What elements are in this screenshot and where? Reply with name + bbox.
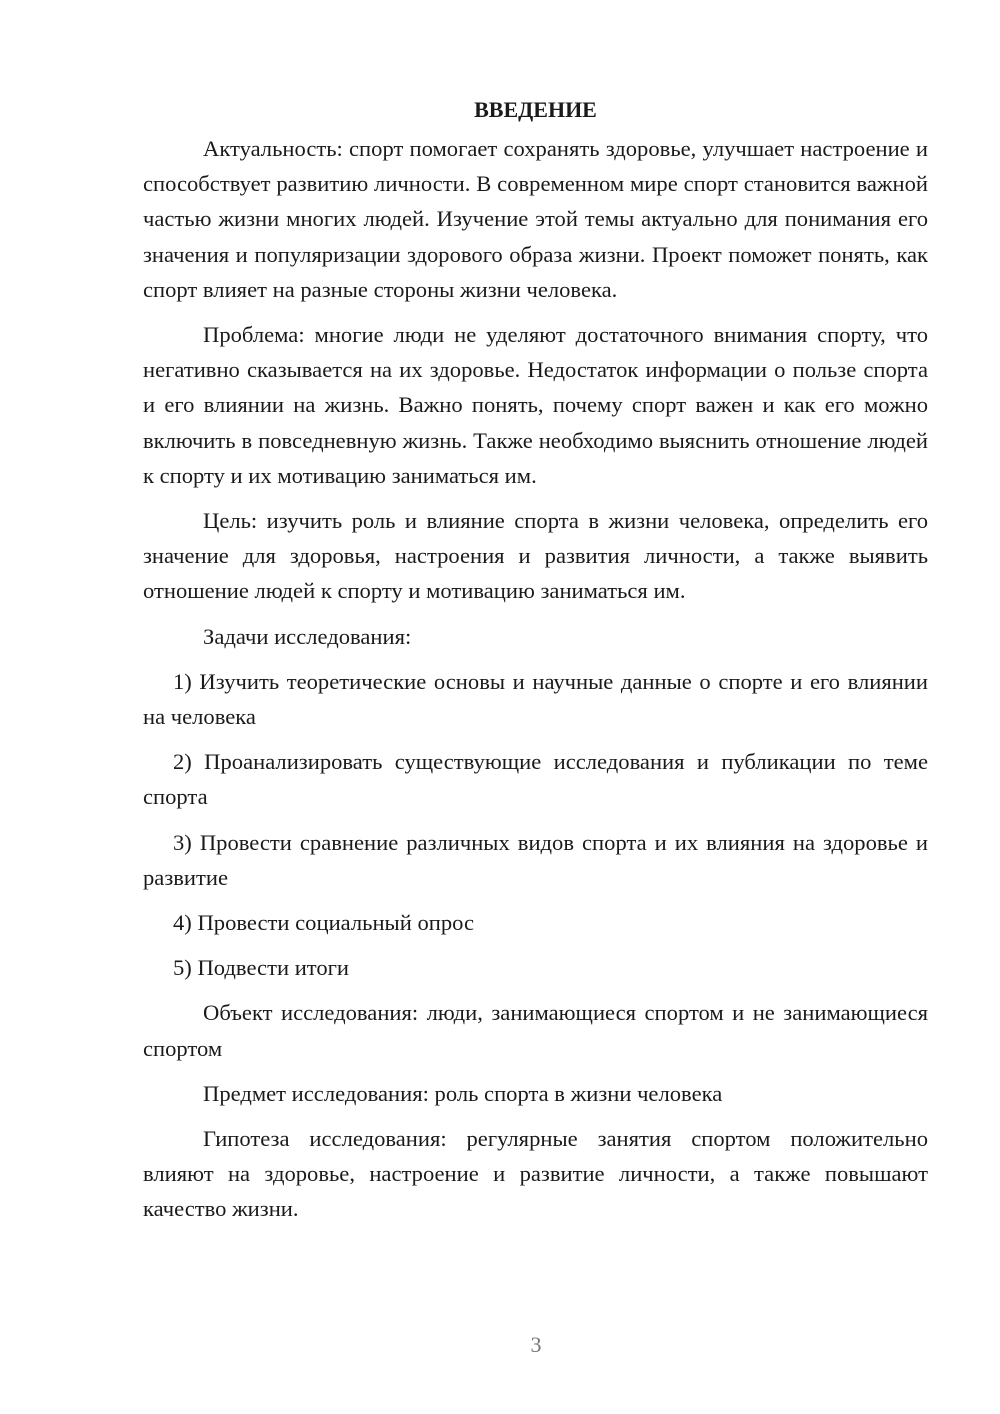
paragraph-problem: Проблема: многие люди не уделяют достаточного внимания спорту, что негативно сказывается на их здоровье. Недостаток информации о пользе спорта и его влиянии на жизнь. Важно понять, почему спорт важен и как его можно включить в повседневную жизнь. Также необходимо выяснить отношение людей к спорту и их мотивацию заниматься им. bbox=[143, 322, 928, 488]
paragraph-goal: Цель: изучить роль и влияние спорта в жизни человека, определить его значение для здоровья, настроения и развития личности, а также выявить отношение людей к спорту и мотивацию заниматься им. bbox=[143, 508, 928, 604]
document-page bbox=[143, 92, 928, 1237]
paragraph-subject: Предмет исследования: роль спорта в жизни человека bbox=[203, 1080, 723, 1106]
page-number: 3 bbox=[530, 1332, 542, 1357]
tasks-list bbox=[143, 664, 928, 986]
list-item: 1) Изучить теоретические основы и научные данные о спорте и его влиянии на человека bbox=[143, 668, 928, 730]
paragraph-hypothesis: Гипотеза исследования: регулярные занятия спортом положительно влияют на здоровье, настроение и развитие личности, а также повышают качество жизни. bbox=[143, 1126, 928, 1222]
list-item: 3) Провести сравнение различных видов спорта и их влияния на здоровье и развитие bbox=[143, 829, 928, 890]
paragraph-object: Объект исследования: люди, занимающиеся спортом и не занимающиеся спортом bbox=[143, 1000, 928, 1061]
list-item: 4) Провести социальный опрос bbox=[173, 910, 475, 936]
tasks-heading: Задачи исследования: bbox=[203, 623, 412, 649]
list-item: 2) Проанализировать существующие исследования и публикации по теме спорта bbox=[143, 749, 928, 810]
page-title: ВВЕДЕНИЕ bbox=[474, 97, 597, 122]
paragraph-relevance: Актуальность: спорт помогает сохранять здоровье, улучшает настроение и способствует развитию личности. В современном мире спорт становится важной частью жизни многих людей. Изучение этой темы актуально для понимания его значения и популяризации здорового образа жизни. Проект поможет понять, как спорт влияет на разные стороны жизни человека. bbox=[143, 136, 928, 302]
list-item: 5) Подвести итоги bbox=[173, 955, 350, 981]
